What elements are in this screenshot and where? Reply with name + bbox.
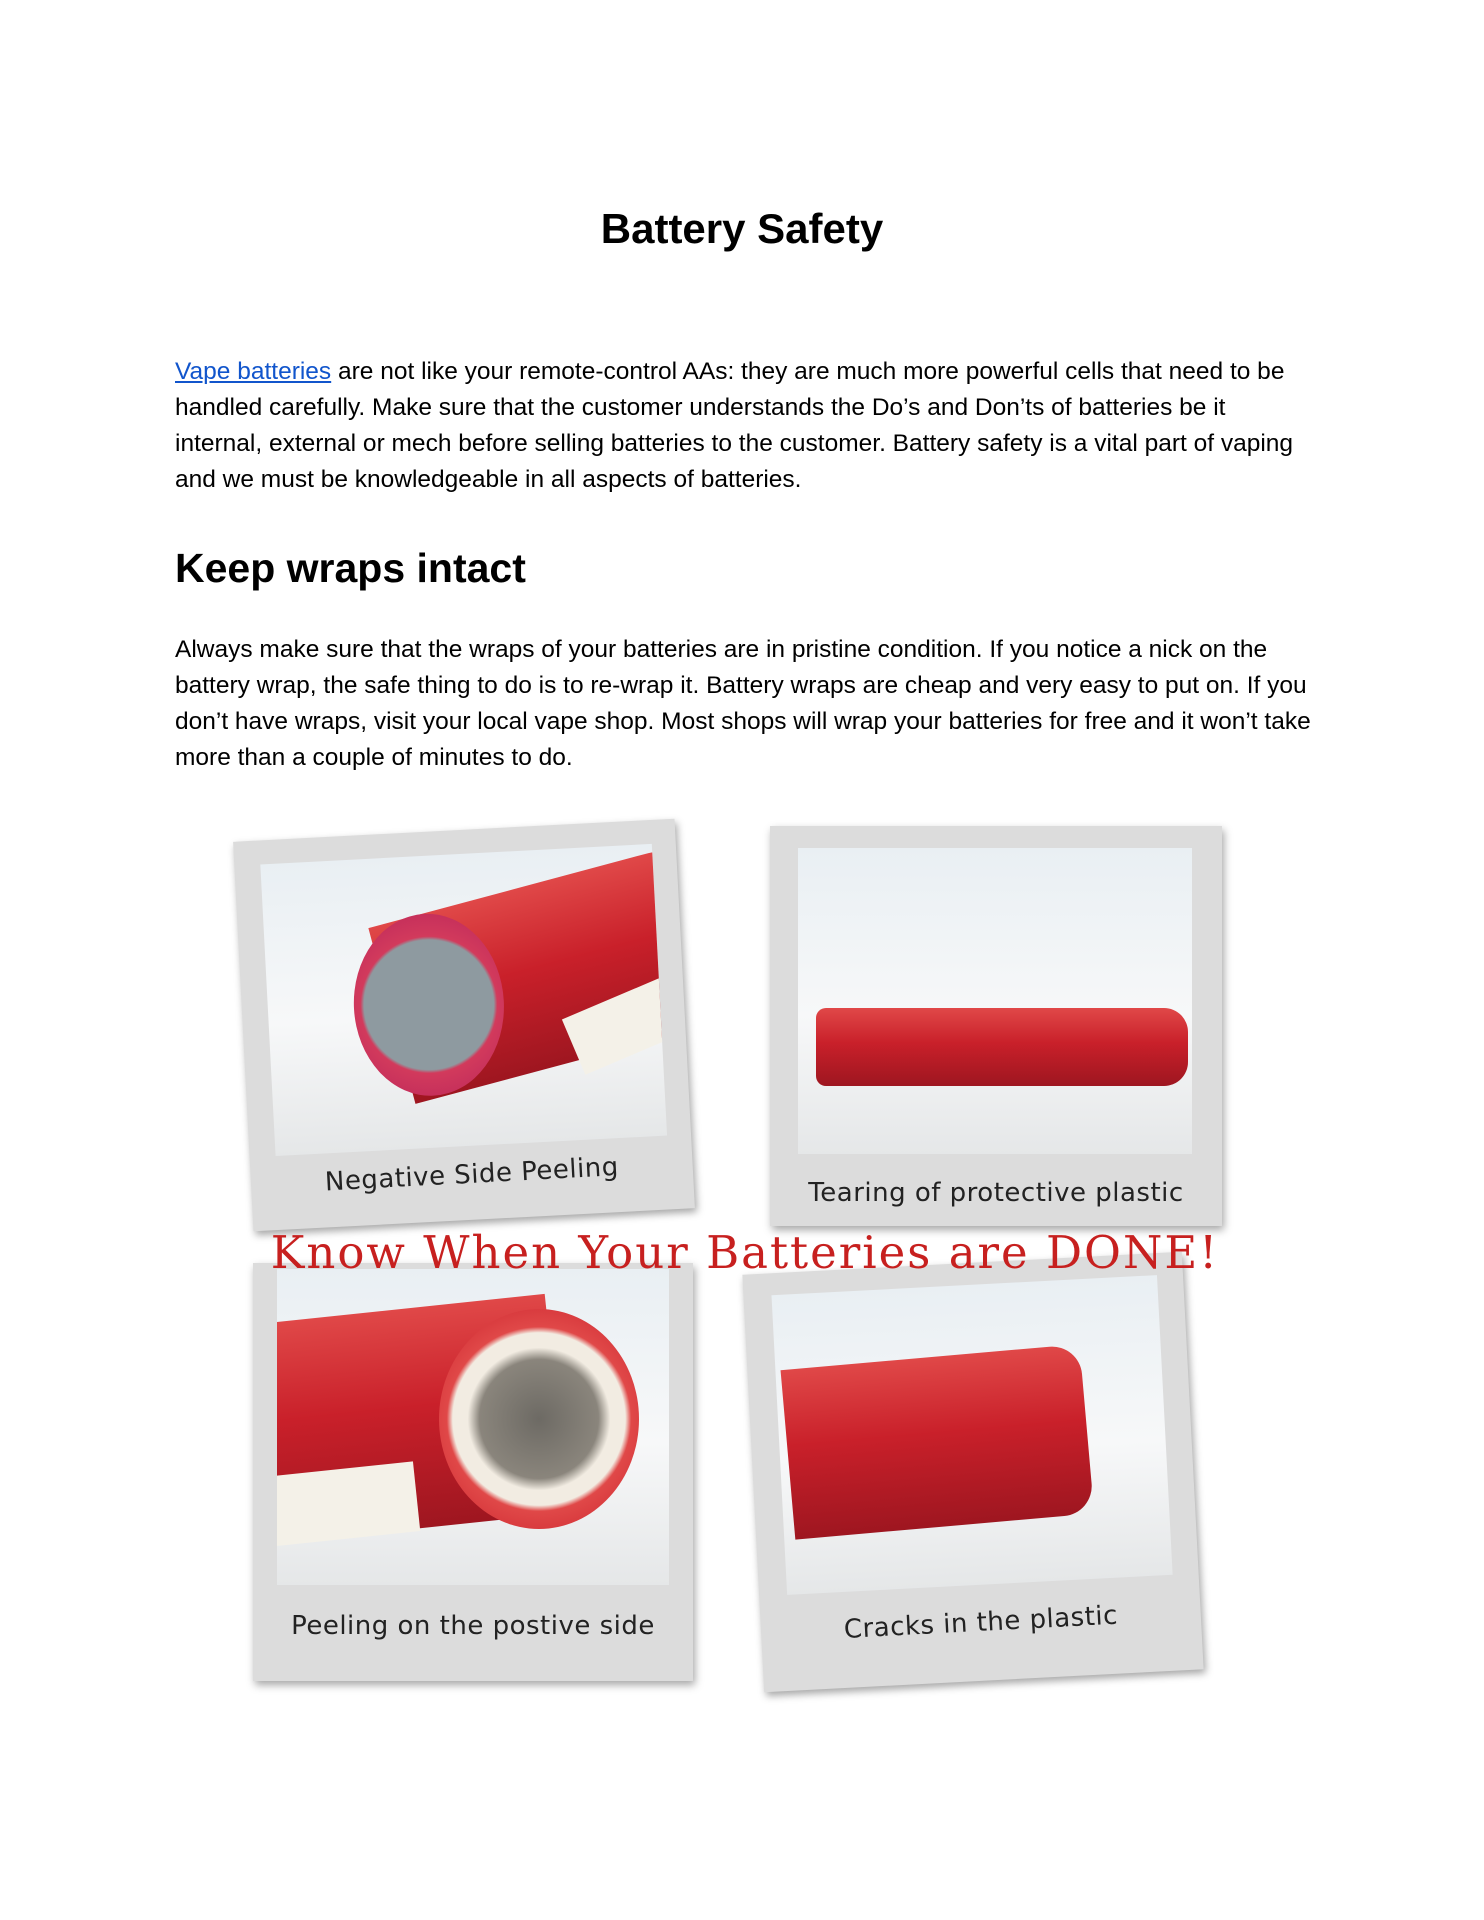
battery-positive-end bbox=[439, 1309, 639, 1529]
photo-card-negative-peeling bbox=[233, 819, 695, 1232]
section-heading: Keep wraps intact bbox=[175, 545, 526, 591]
vape-batteries-link[interactable]: Vape batteries bbox=[175, 358, 332, 385]
photo-card-cracks bbox=[742, 1252, 1203, 1692]
battery-image bbox=[816, 1008, 1188, 1086]
photo-card-positive-peeling bbox=[253, 1263, 693, 1681]
page-title: Battery Safety bbox=[600, 205, 884, 252]
battery-damage-collage bbox=[175, 818, 1315, 1698]
collage-banner: Know When Your Batteries are DONE! bbox=[270, 1226, 1220, 1279]
section-paragraph: Always make sure that the wraps of your batteries are in pristine condition. If you notice a nick on the battery wrap, the safe thing to do is to re-wrap it. Battery wraps are cheap and very easy to put on. If you don’t have wraps, visit your local vape shop. Most shops will wrap your batteries for free and it won’t take more than a couple of minutes to do. bbox=[175, 636, 1311, 771]
battery-photo bbox=[260, 844, 667, 1156]
intro-paragraph bbox=[175, 354, 1315, 498]
photo-card-tearing-plastic bbox=[770, 826, 1222, 1226]
photo-caption: Peeling on the postive side bbox=[291, 1611, 655, 1641]
battery-image bbox=[781, 1344, 1095, 1539]
photo-caption: Negative Side Peeling bbox=[324, 1152, 620, 1198]
battery-photo bbox=[277, 1269, 669, 1585]
battery-photo bbox=[771, 1275, 1172, 1595]
intro-text: are not like your remote-control AAs: they are much more powerful cells that need to be handled carefully. Make sure that the customer understands the Do’s and Don’ts of batteries be it internal, external or mech before selling batteries to the customer. Battery safety is a vital part of vaping and we must be knowledgeable in all aspects of batteries. bbox=[175, 358, 1294, 493]
photo-caption: Tearing of protective plastic bbox=[808, 1178, 1184, 1208]
battery-photo bbox=[798, 848, 1192, 1154]
photo-caption: Cracks in the plastic bbox=[843, 1600, 1119, 1645]
battery-wrap-label bbox=[277, 1461, 420, 1546]
